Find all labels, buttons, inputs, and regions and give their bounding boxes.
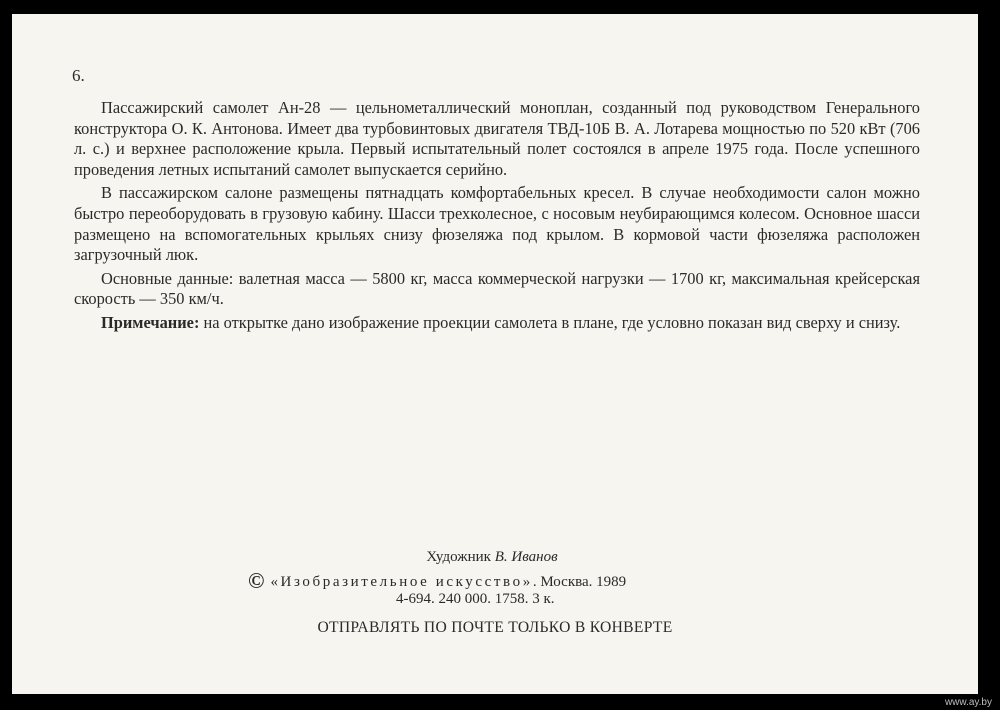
copyright-icon: © bbox=[248, 568, 265, 593]
note-label: Примечание: bbox=[101, 312, 200, 332]
city-year: . Москва. 1989 bbox=[532, 574, 627, 590]
paragraph-note bbox=[74, 313, 920, 334]
description-text bbox=[74, 98, 920, 337]
mail-instruction: ОТПРАВЛЯТЬ ПО ПОЧТЕ ТОЛЬКО В КОНВЕРТЕ bbox=[317, 619, 673, 636]
paragraph-specs: Основные данные: валетная масса — 5800 кг, масса коммерческой нагрузки — 1700 кг, максимальная крейсерская скорость — 350 км/ч. bbox=[74, 268, 920, 309]
note-text: на открытке дано изображение проекции самолета в плане, где условно показан вид сверху и снизу. bbox=[199, 312, 901, 332]
publisher-line bbox=[248, 568, 627, 593]
artist-line bbox=[6, 548, 978, 567]
paragraph-design: В пассажирском салоне размещены пятнадцать комфортабельных кресел. В случае необходимости салон можно быстро переоборудовать в грузовую кабину. Шасси трехколесное, с носовым неубирающимся колесом. Основное шасси размещено на вспомогательных крыльях снизу фюзеляжа под крылом. В кормовой части фюзеляжа расположен загрузочный люк. bbox=[74, 183, 920, 265]
publisher-name: «Изобразительное искусство» bbox=[270, 574, 533, 590]
artist-name: В. Иванов bbox=[494, 549, 558, 565]
watermark: www.ay.by bbox=[944, 697, 992, 708]
print-info: 4-694. 240 000. 1758. 3 к. bbox=[396, 591, 555, 607]
credits bbox=[12, 548, 978, 607]
paragraph-history: Пассажирский самолет Ан-28 — цельнометаллический моноплан, созданный под руководством Генерального конструктора О. К. Антонова. Имеет два турбовинтовых двигателя ТВД-10Б В. А. Лотарева мощностью по 520 кВт (706 л. с.) и верхнее расположение крыла. Первый испытательный полет состоялся в апреле 1975 года. После успешного проведения летных испытаний самолет выпускается серийно. bbox=[74, 98, 920, 179]
artist-label: Художник bbox=[426, 549, 495, 565]
page-number: 6. bbox=[72, 66, 85, 85]
postcard-back bbox=[12, 14, 978, 694]
